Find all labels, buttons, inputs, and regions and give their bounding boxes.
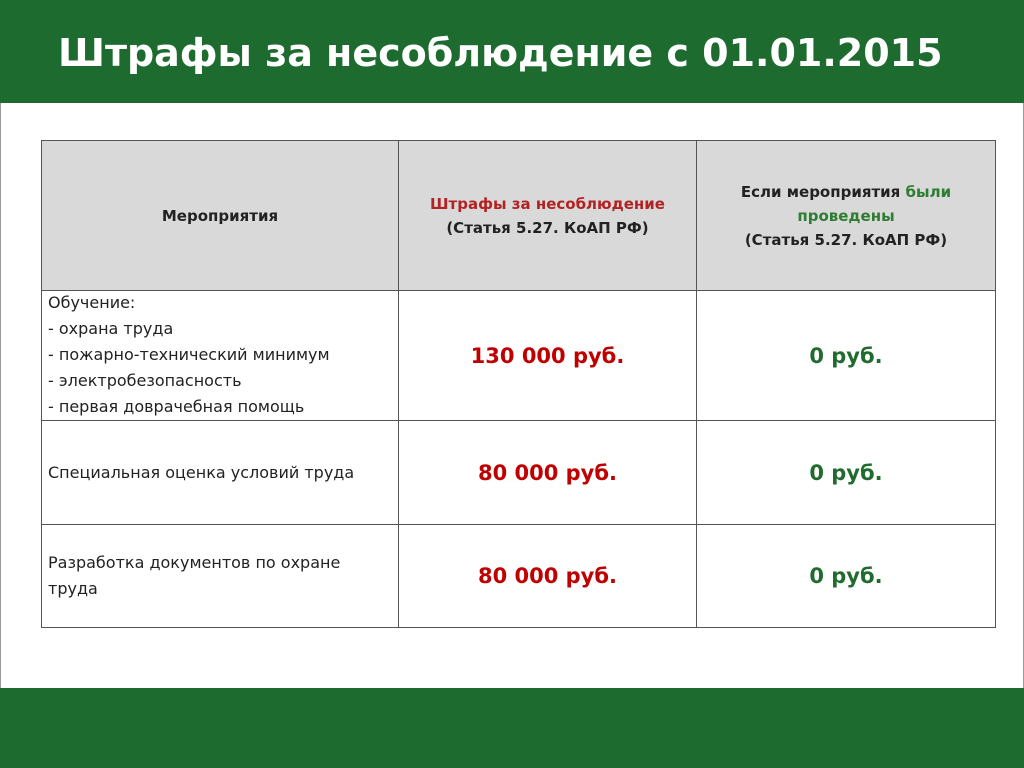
list-item: - первая доврачебная помощь [48, 397, 305, 416]
list-item: - пожарно-технический минимум [48, 345, 330, 364]
if-done-value: 0 руб. [809, 460, 883, 485]
fine-cell [399, 291, 697, 421]
activity-cell [42, 525, 399, 628]
table-row [42, 525, 996, 628]
fine-cell [399, 525, 697, 628]
header-fines-title: Штрафы за несоблюдение [430, 194, 665, 213]
footer-band [0, 688, 1024, 768]
fine-value: 130 000 руб. [470, 343, 625, 368]
fines-table [41, 140, 996, 628]
if-done-cell [697, 291, 996, 421]
header-activities [42, 141, 399, 291]
table-row [42, 421, 996, 525]
fine-cell [399, 421, 697, 525]
header-if-done-line1 [697, 180, 995, 204]
header-if-done-article: (Статья 5.27. КоАП РФ) [744, 230, 948, 249]
activity-label-line1: Разработка документов по охране [48, 553, 341, 572]
if-done-value: 0 руб. [809, 564, 883, 588]
table-row [42, 291, 996, 421]
title-band [0, 0, 1024, 103]
if-done-cell [697, 525, 996, 628]
table-header-row [42, 141, 996, 291]
activity-training-list [48, 290, 398, 420]
list-item: - охрана труда [48, 319, 174, 338]
header-if-done-line2: проведены [797, 206, 895, 225]
if-done-cell [697, 421, 996, 525]
header-fines [399, 141, 697, 291]
activity-label: Специальная оценка условий труда [48, 462, 355, 482]
fine-value: 80 000 руб. [477, 564, 618, 588]
header-if-done-highlight: были [905, 182, 952, 201]
activity-cell [42, 421, 399, 525]
header-activities-label: Мероприятия [161, 206, 279, 225]
header-if-done-text: Если мероприятия [740, 182, 906, 201]
activity-cell [42, 291, 399, 421]
header-if-done [697, 141, 996, 291]
slide-title: Штрафы за несоблюдение с 01.01.2015 [58, 31, 943, 75]
fine-value: 80 000 руб. [477, 460, 618, 485]
list-item: - электробезопасность [48, 371, 242, 390]
header-fines-article: (Статья 5.27. КоАП РФ) [446, 218, 649, 237]
activity-label-line2: труда [48, 579, 98, 598]
if-done-value: 0 руб. [809, 343, 883, 368]
list-item: Обучение: [48, 293, 136, 312]
